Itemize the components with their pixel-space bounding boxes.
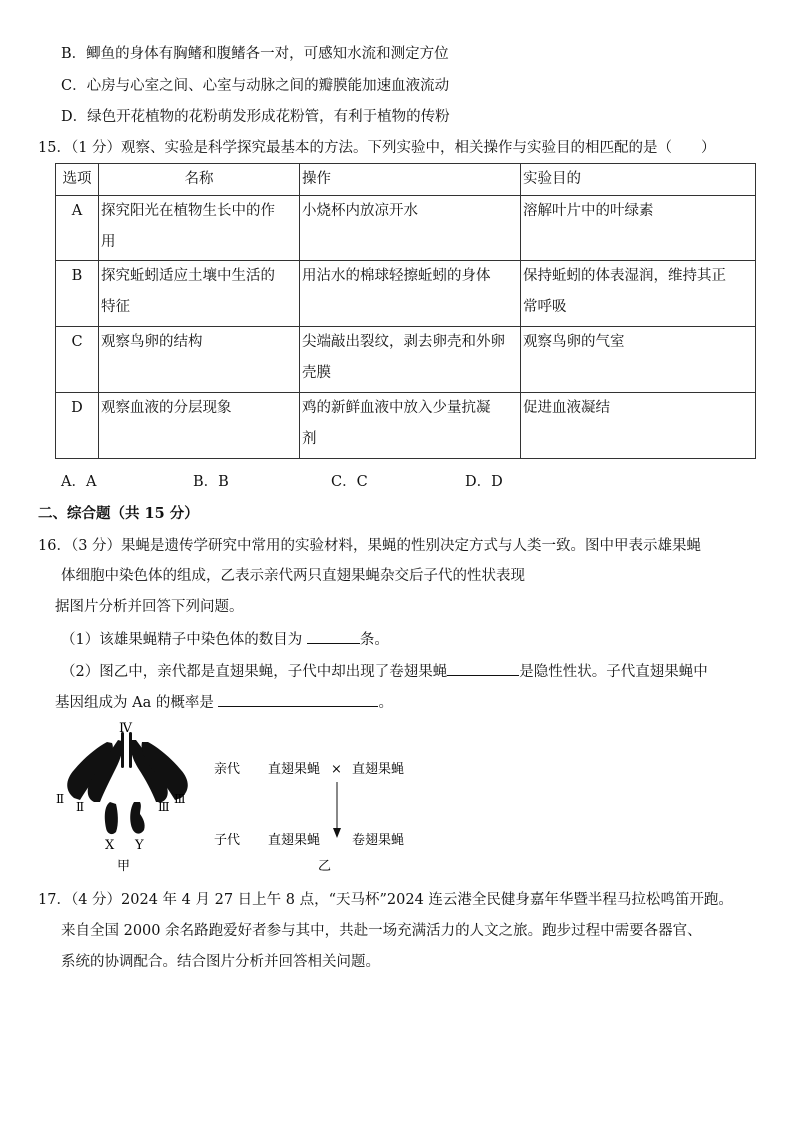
row-name-line: 用 bbox=[101, 234, 116, 250]
q15-stem: 15．（1 分）观察、实验是科学探究最基本的方法。下列实验中，相关操作与实验目的相匹配的是（ ） bbox=[38, 140, 716, 156]
q16-part1-text: （1）该雄果蝇精子中染色体的数目为 bbox=[61, 632, 303, 648]
table-row bbox=[56, 327, 756, 393]
table-row bbox=[56, 196, 756, 261]
row-goal bbox=[521, 393, 756, 459]
row-operation-line: 壳膜 bbox=[302, 365, 331, 381]
header-name: 名称 bbox=[99, 164, 300, 196]
q17-line-1: 17．（4 分）2024 年 4 月 27 日上午 8 点，“天马杯”2024 连云港全民健身嘉年华暨半程马拉松鸣笛开跑。 bbox=[38, 892, 733, 908]
chromosome-iv-right bbox=[129, 732, 132, 768]
row-goal-line: 溶解叶片中的叶绿素 bbox=[523, 203, 654, 219]
header-goal: 实验目的 bbox=[521, 164, 756, 196]
option-c: C．心房与心室之间、心室与动脉之间的瓣膜能加速血液流动 bbox=[61, 78, 450, 94]
row-name-line: 探究阳光在植物生长中的作 bbox=[101, 203, 275, 219]
label-iii-outer: Ⅲ bbox=[174, 792, 186, 806]
q16-part1-unit: 条。 bbox=[359, 632, 389, 648]
child-a: 直翅果蝇 bbox=[268, 833, 321, 848]
header-operation: 操作 bbox=[300, 164, 521, 196]
figure-yi-cross bbox=[210, 756, 430, 876]
row-operation-line: 尖端敲出裂纹，剥去卵壳和外卵 bbox=[302, 334, 505, 350]
answer-b: B．B bbox=[193, 474, 229, 490]
label-x: X bbox=[105, 838, 115, 853]
q17-line-2: 来自全国 2000 余名路跑爱好者参与其中，共赴一场充满活力的人文之旅。跑步过程中需要各器官、 bbox=[61, 923, 702, 939]
child-label: 子代 bbox=[214, 833, 241, 848]
option-b: B．鲫鱼的身体有胸鳍和腹鳍各一对，可感知水流和测定方位 bbox=[61, 46, 449, 62]
q16-part2 bbox=[61, 660, 708, 682]
q16-part2-text-c: 基因组成为 Aa 的概率是 bbox=[55, 695, 214, 711]
parent-a: 直翅果蝇 bbox=[268, 762, 321, 777]
row-name bbox=[99, 261, 300, 327]
row-name bbox=[99, 196, 300, 261]
q16-part2-end: 。 bbox=[378, 695, 393, 711]
row-name bbox=[99, 327, 300, 393]
q15-table bbox=[55, 163, 756, 459]
section-title: 二、综合题（共 15 分） bbox=[38, 505, 199, 522]
label-ii-outer: Ⅱ bbox=[56, 792, 65, 806]
table-row bbox=[56, 393, 756, 459]
row-option: C bbox=[56, 327, 99, 393]
row-goal-line: 保持蚯蚓的体表湿润，维持其正 bbox=[523, 268, 726, 284]
row-option: A bbox=[56, 196, 99, 261]
row-name-line: 探究蚯蚓适应土壤中生活的 bbox=[101, 268, 275, 284]
q17-line-3: 系统的协调配合。结合图片分析并回答相关问题。 bbox=[61, 954, 380, 970]
answer-blank[interactable] bbox=[447, 660, 519, 676]
row-operation bbox=[300, 196, 521, 261]
row-operation-line: 小烧杯内放凉开水 bbox=[302, 203, 418, 219]
label-iv: Ⅳ bbox=[119, 721, 132, 736]
row-goal-line: 观察鸟卵的气室 bbox=[523, 334, 625, 350]
chromosome-x bbox=[105, 802, 118, 834]
cross-symbol: × bbox=[331, 762, 342, 777]
row-operation-line: 剂 bbox=[302, 431, 317, 447]
row-name bbox=[99, 393, 300, 459]
label-iii-inner: Ⅲ bbox=[158, 800, 170, 814]
row-operation-line: 鸡的新鲜血液中放入少量抗凝 bbox=[302, 400, 491, 416]
q16-part2-text: （2）图乙中，亲代都是直翅果蝇，子代中却出现了卷翅果蝇 bbox=[61, 664, 448, 680]
row-operation bbox=[300, 261, 521, 327]
row-operation bbox=[300, 393, 521, 459]
caption-jia: 甲 bbox=[117, 859, 131, 874]
row-operation-line: 用沾水的棉球轻擦蚯蚓的身体 bbox=[302, 268, 491, 284]
answer-a: A．A bbox=[61, 474, 97, 490]
answer-blank[interactable] bbox=[218, 691, 378, 707]
row-name-line: 观察鸟卵的结构 bbox=[101, 334, 203, 350]
header-option: 选项 bbox=[56, 164, 99, 196]
row-name-line: 特征 bbox=[101, 299, 130, 315]
q16-stem-3: 据图片分析并回答下列问题。 bbox=[55, 599, 244, 615]
q16-part2-cont bbox=[55, 691, 393, 713]
table-header-row bbox=[56, 164, 756, 196]
answer-blank[interactable] bbox=[307, 628, 360, 644]
row-operation bbox=[300, 327, 521, 393]
q16-stem-2: 体细胞中染色体的组成，乙表示亲代两只直翅果蝇杂交后子代的性状表现 bbox=[61, 568, 525, 584]
row-option: D bbox=[56, 393, 99, 459]
parent-b: 直翅果蝇 bbox=[352, 762, 405, 777]
chromosome-y bbox=[130, 802, 144, 834]
q16-stem-1: 16．（3 分）果蝇是遗传学研究中常用的实验材料，果蝇的性别决定方式与人类一致。图中甲表示雄果蝇 bbox=[38, 538, 702, 554]
chromosome-group bbox=[67, 732, 188, 834]
parent-label: 亲代 bbox=[214, 762, 241, 777]
chromosome-iv-left bbox=[121, 732, 124, 768]
answer-d: D．D bbox=[465, 474, 503, 490]
q16-part1 bbox=[61, 628, 389, 650]
row-goal bbox=[521, 261, 756, 327]
table-row bbox=[56, 261, 756, 327]
row-goal bbox=[521, 327, 756, 393]
row-option: B bbox=[56, 261, 99, 327]
child-b: 卷翅果蝇 bbox=[352, 833, 405, 848]
figure-jia-chromosomes bbox=[50, 718, 200, 878]
row-goal bbox=[521, 196, 756, 261]
caption-yi: 乙 bbox=[318, 859, 332, 874]
option-d: D．绿色开花植物的花粉萌发形成花粉管，有利于植物的传粉 bbox=[61, 109, 450, 125]
row-goal-line: 促进血液凝结 bbox=[523, 400, 610, 416]
row-goal-line: 常呼吸 bbox=[523, 299, 567, 315]
answer-c: C．C bbox=[331, 474, 368, 490]
label-ii-inner: Ⅱ bbox=[76, 800, 85, 814]
label-y: Y bbox=[135, 838, 144, 853]
row-name-line: 观察血液的分层现象 bbox=[101, 400, 232, 416]
q16-part2-text-b: 是隐性性状。子代直翅果蝇中 bbox=[519, 664, 708, 680]
arrow-head bbox=[333, 828, 341, 838]
